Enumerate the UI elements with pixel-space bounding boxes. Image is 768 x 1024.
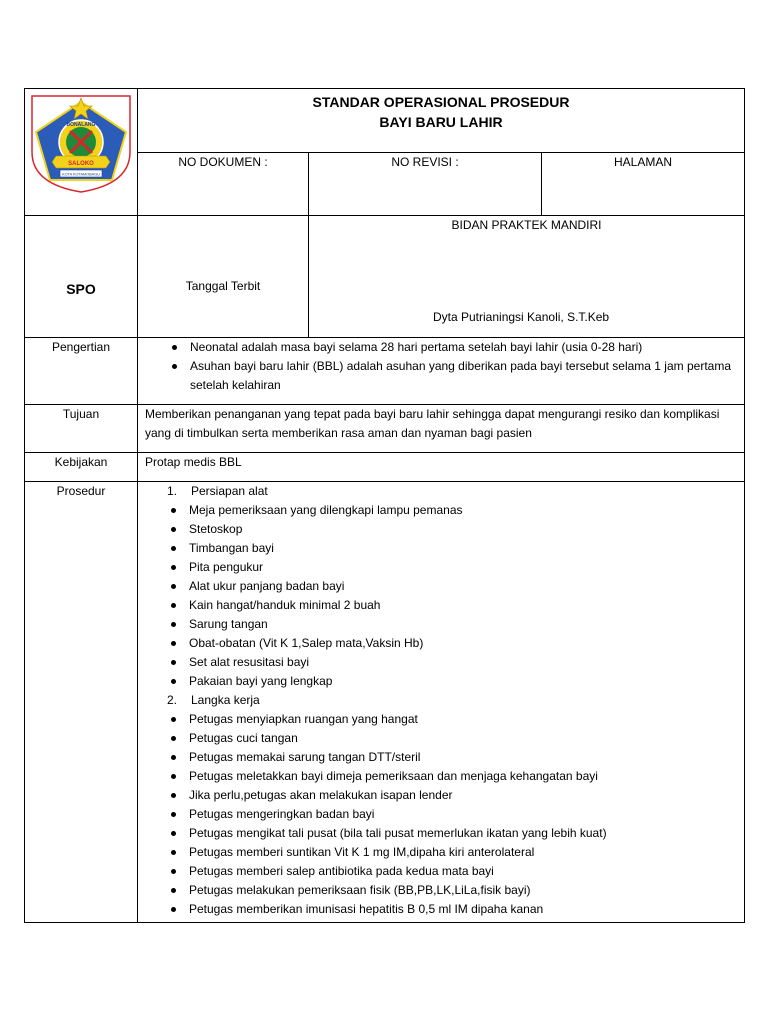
tujuan-text: Memberikan penanganan yang tepat pada bayi baru lahir sehingga dapat mengurangi resiko dan komplikasi yang di timbulkan serta memberikan rasa aman dan nyaman bagi pasien <box>145 407 720 440</box>
pengertian-label: Pengertian <box>51 340 111 354</box>
list-item: Petugas meletakkan bayi dimeja pemeriksaan dan menjaga kehangatan bayi <box>167 767 737 786</box>
logo-bottom-text: KOTA KOTAMOBAGU <box>62 172 100 177</box>
list-item: Petugas memberikan imunisasi hepatitis B 0,5 ml IM dipaha kanan <box>167 900 737 919</box>
list-item: Petugas menyiapkan ruangan yang hangat <box>167 710 737 729</box>
practice-name: BIDAN PRAKTEK MANDIRI <box>451 218 602 232</box>
col-divider <box>137 88 138 923</box>
prosedur-step <box>167 691 737 710</box>
list-item: Petugas cuci tangan <box>167 729 737 748</box>
no-revisi-label: NO REVISI : <box>391 155 459 169</box>
table-border-right <box>744 88 745 923</box>
document-title <box>138 92 744 132</box>
step-number: 2. <box>167 693 178 707</box>
step-title: Persiapan alat <box>191 484 268 498</box>
list-item: Obat-obatan (Vit K 1,Salep mata,Vaksin Hb) <box>167 634 737 653</box>
list-item: Timbangan bayi <box>167 539 737 558</box>
logo-ribbon-text: SALOKO <box>68 161 94 167</box>
list-item: Alat ukur panjang badan bayi <box>167 577 737 596</box>
pengertian-content <box>168 338 734 395</box>
midwife-name: Dyta Putrianingsi Kanoli, S.T.Keb <box>433 310 610 324</box>
list-item: Petugas memberi salep antibiotika pada kedua mata bayi <box>167 862 737 881</box>
spo-label: SPO <box>66 281 96 297</box>
title-line-1: STANDAR OPERASIONAL PROSEDUR <box>312 94 570 110</box>
prosedur-step <box>167 482 737 501</box>
pengertian-list <box>168 338 734 395</box>
list-item: Meja pemeriksaan yang dilengkapi lampu pemanas <box>167 501 737 520</box>
list-item: Petugas mengikat tali pusat (bila tali pusat memerlukan ikatan yang lebih kuat) <box>167 824 737 843</box>
tanggal-terbit-label: Tanggal Terbit <box>185 279 261 293</box>
list-item: Pakaian bayi yang lengkap <box>167 672 737 691</box>
list-item: Sarung tangan <box>167 615 737 634</box>
step-items-list <box>167 501 737 691</box>
pengertian-item: Neonatal adalah masa bayi selama 28 hari pertama setelah bayi lahir (usia 0-28 hari) <box>168 338 734 357</box>
list-item: Stetoskop <box>167 520 737 539</box>
list-item: Petugas memberi suntikan Vit K 1 mg IM,dipaha kiri anterolateral <box>167 843 737 862</box>
title-line-2: BAYI BARU LAHIR <box>379 114 503 130</box>
table-border-top <box>24 88 745 89</box>
step-number: 1. <box>167 484 178 498</box>
list-item: Petugas melakukan pemeriksaan fisik (BB,PB,LK,LiLa,fisik bayi) <box>167 881 737 900</box>
logo-top-text: BONALANG <box>66 122 96 128</box>
list-item: Petugas mengeringkan badan bayi <box>167 805 737 824</box>
step-title: Langka kerja <box>191 693 260 707</box>
step-items-list <box>167 710 737 919</box>
logo <box>26 90 136 194</box>
city-emblem-logo <box>26 90 136 194</box>
prosedur-label: Prosedur <box>56 484 106 498</box>
list-item: Pita pengukur <box>167 558 737 577</box>
halaman-label: HALAMAN <box>613 155 672 169</box>
table-border-left <box>24 88 25 923</box>
list-item: Set alat resusitasi bayi <box>167 653 737 672</box>
list-item: Kain hangat/handuk minimal 2 buah <box>167 596 737 615</box>
no-dokumen-label: NO DOKUMEN : <box>178 155 268 169</box>
list-item: Petugas memakai sarung tangan DTT/steril <box>167 748 737 767</box>
col-divider <box>308 152 309 338</box>
kebijakan-text: Protap medis BBL <box>145 455 242 469</box>
prosedur-content <box>167 482 737 919</box>
pengertian-item: Asuhan bayi baru lahir (BBL) adalah asuhan yang diberikan pada bayi tersebut selama 1 jam pertama setelah kelahiran <box>168 357 734 395</box>
table-border-bottom <box>24 922 745 923</box>
tujuan-label: Tujuan <box>62 407 100 421</box>
kebijakan-label: Kebijakan <box>54 455 108 469</box>
list-item: Jika perlu,petugas akan melakukan isapan lender <box>167 786 737 805</box>
